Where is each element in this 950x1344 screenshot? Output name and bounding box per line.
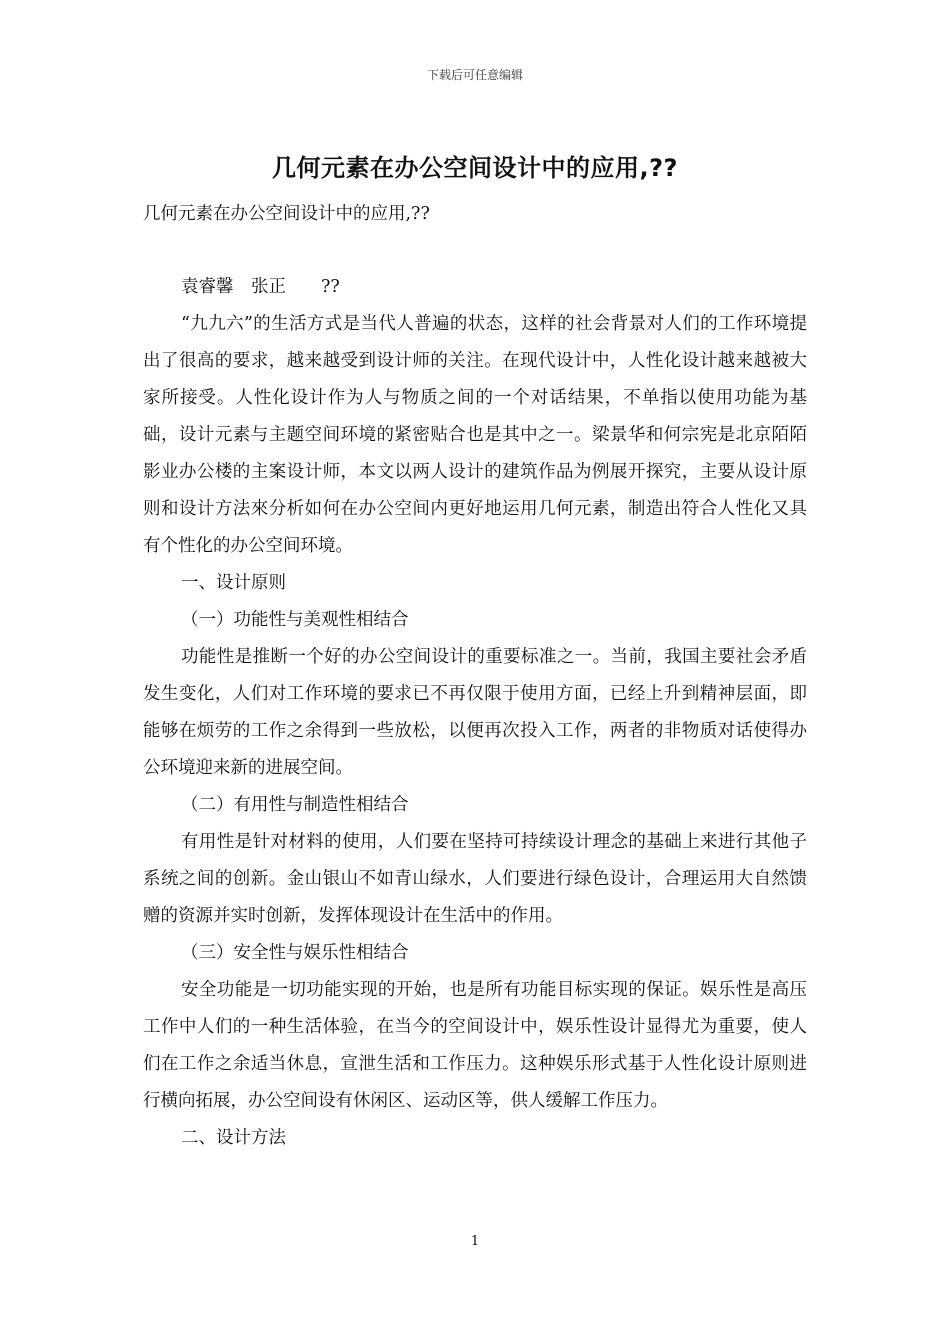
paragraph-2: 有用性是针对材料的使用，人们要在坚持可持续设计理念的基础上来进行其他子系统之间的创新。金山银山不如青山绿水，人们要进行绿色设计，合理运用大自然馈赠的资源并实时创新，发挥体现设计在生活中的作用。 [143, 832, 807, 926]
document-body [143, 196, 807, 1157]
document-title: 几何元素在办公空间设计中的应用,?? [272, 154, 678, 182]
subsection-heading-3: （三）安全性与娱乐性相结合 [181, 943, 409, 963]
header-note: 下载后可任意编辑 [426, 68, 523, 82]
subsection-heading-2: （二）有用性与制造性相结合 [181, 795, 409, 815]
section-heading-2: 二、设计方法 [181, 1128, 286, 1148]
page-number: 1 [470, 1234, 480, 1249]
paragraph-1: 功能性是推断一个好的办公空间设计的重要标准之一。当前，我国主要社会矛盾发生变化，人们对工作环境的要求已不再仅限于使用方面，已经上升到精神层面，即能够在烦劳的工作之余得到一些放松，以便再次投入工作，两者的非物质对话使得办公环境迎来新的进展空间。 [143, 647, 807, 778]
paragraph-3: 安全功能是一切功能实现的开始，也是所有功能目标实现的保证。娱乐性是高压工作中人们的一种生活体验，在当今的空间设计中，娱乐性设计显得尤为重要，使人们在工作之余适当休息，宣泄生活和工作压力。这种娱乐形式基于人性化设计原则进行横向拓展，办公空间设有休闲区、运动区等，供人缓解工作压力。 [143, 980, 807, 1111]
authors: 袁睿馨 张正 ?? [181, 277, 340, 297]
intro-paragraph: “九九六”的生活方式是当代人普遍的状态，这样的社会背景对人们的工作环境提出了很高的要求，越来越受到设计师的关注。在现代设计中，人性化设计越来越被大家所接受。人性化设计作为人与物质之间的一个对话结果，不单指以使用功能为基础，设计元素与主题空间环境的紧密贴合也是其中之一。梁景华和何宗宪是北京陌陌影业办公楼的主案设计师，本文以两人设计的建筑作品为例展开探究，主要从设计原则和设计方法來分析如何在办公空间内更好地运用几何元素，制造出符合人性化又具有个性化的办公空间环境。 [143, 314, 807, 556]
blank-line [143, 233, 807, 269]
section-heading-1: 一、设计原则 [181, 573, 286, 593]
subtitle: 几何元素在办公空间设计中的应用,?? [143, 204, 430, 224]
subsection-heading-1: （一）功能性与美观性相结合 [181, 610, 409, 630]
